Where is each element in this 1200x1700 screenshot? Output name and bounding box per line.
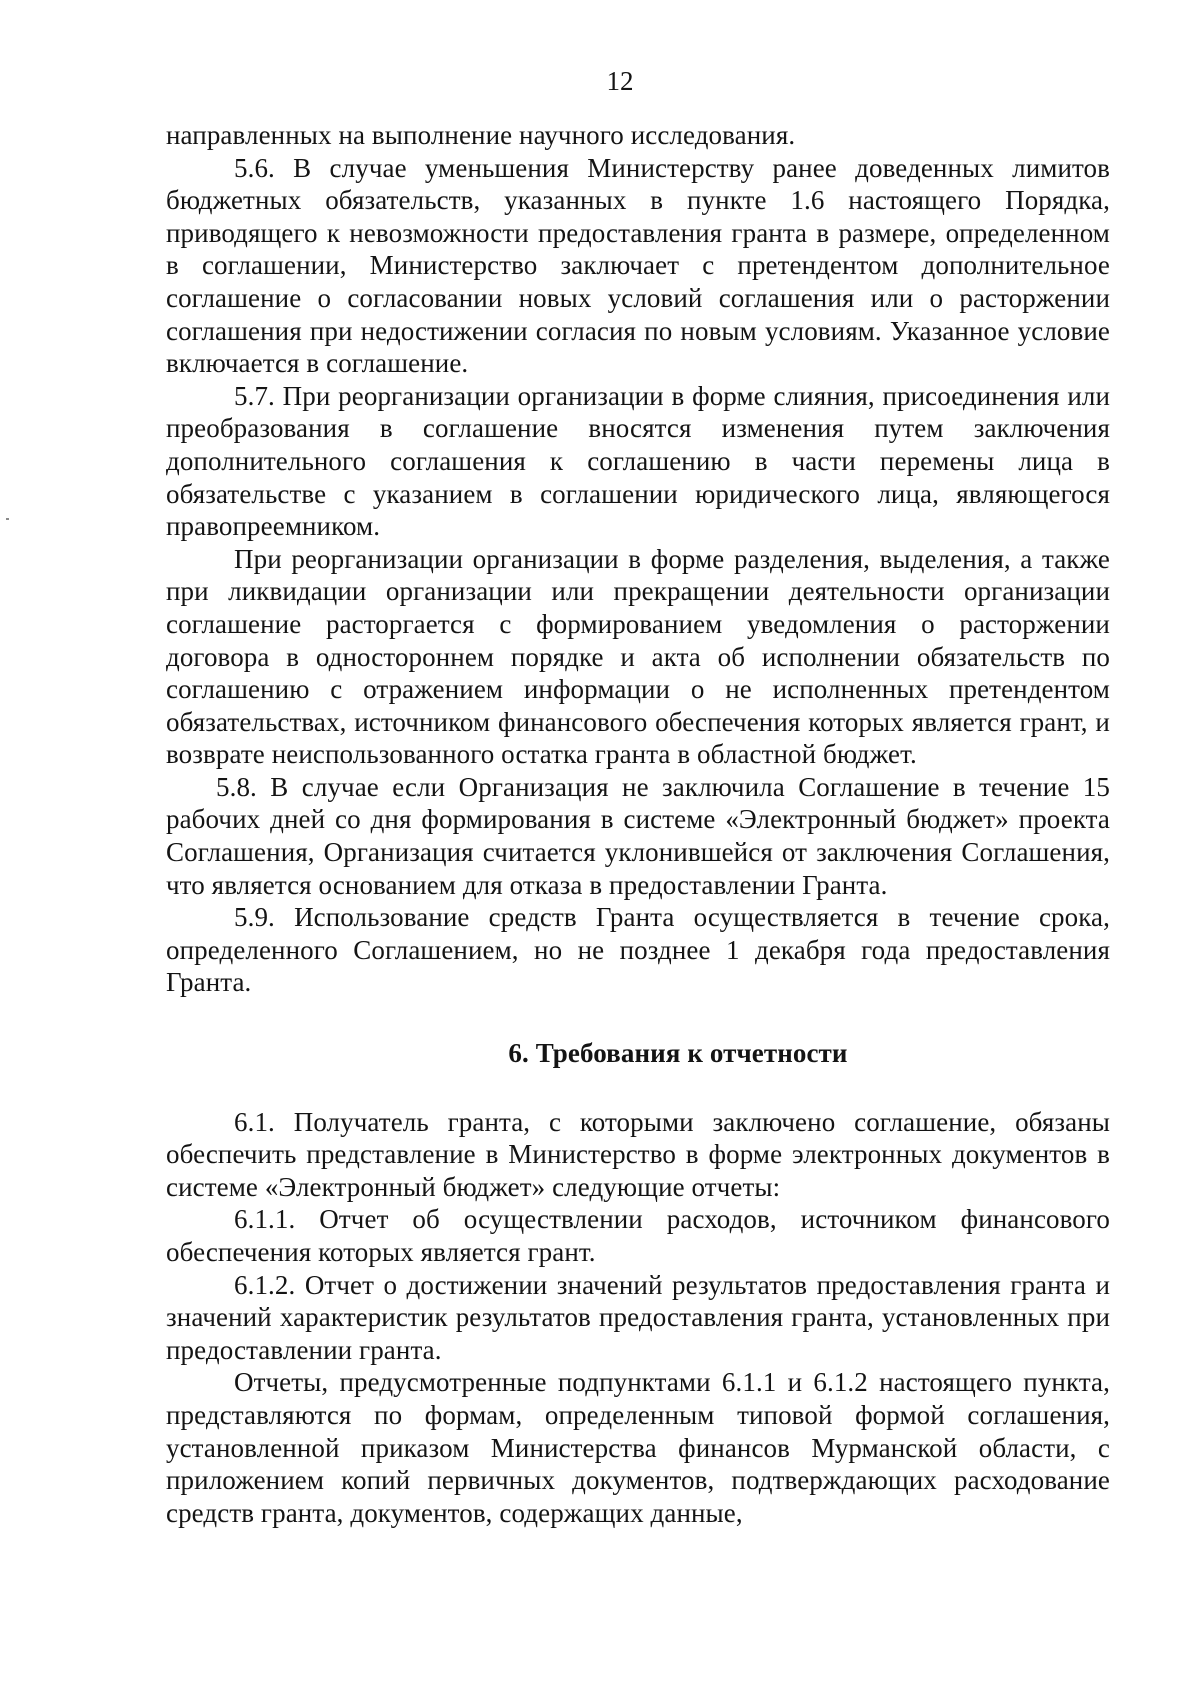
paragraph-5-7-reorganization: При реорганизации организации в форме разделения, выделения, а также при ликвидации организации или прекращении деятельности организации соглашение расторгается с формированием уведомления о расторжении договора в одностороннем порядке и акта об исполнении обязательств по соглашению с отражением информации о не исполненных претендентом обязательствах, источником финансового обеспечения которых является грант, и возврате неиспользованного остатка гранта в областной бюджет.	[166, 543, 1110, 770]
paragraph-6-1-1: 6.1.1. Отчет об осуществлении расходов, источником финансового обеспечения которых является грант.	[166, 1204, 1110, 1267]
page-number: 12	[606, 66, 634, 96]
paragraph-6-1-2: 6.1.2. Отчет о достижении значений результатов предоставления гранта и значений характеристик результатов предоставления гранта, установленных при предоставлении гранта.	[166, 1269, 1110, 1365]
paragraph-5-7: 5.7. При реорганизации организации в форме слияния, присоединения или преобразования в соглашение вносятся изменения путем заключения дополнительного соглашения к соглашению в части перемены лица в обязательстве с указанием в соглашении юридического лица, являющегося правопреемником.	[166, 380, 1110, 542]
scan-margin-mark	[6, 518, 9, 520]
paragraph-6-1: 6.1. Получатель гранта, с которыми заключено соглашение, обязаны обеспечить представление в Министерство в форме электронных документов в системе «Электронный бюджет» следующие отчеты:	[166, 1106, 1110, 1202]
section-heading-6: 6. Требования к отчетности	[508, 1038, 848, 1069]
paragraph-5-8: 5.8. В случае если Организация не заключила Соглашение в течение 15 рабочих дней со дня формирования в системе «Электронный бюджет» проекта Соглашения, Организация считается уклонившейся от заключения Соглашения, что является основанием для отказа в предоставлении Гранта.	[166, 771, 1110, 900]
paragraph-5-6: 5.6. В случае уменьшения Министерству ранее доведенных лимитов бюджетных обязательств, указанных в пункте 1.6 настоящего Порядка, приводящего к невозможности предоставления гранта в размере, определенном в соглашении, Министерство заключает с претендентом дополнительное соглашение о согласовании новых условий соглашения или о расторжении соглашения при недостижении согласия по новым условиям. Указанное условие включается в соглашение.	[166, 152, 1110, 379]
paragraph-continuation: направленных на выполнение научного исследования.	[166, 120, 796, 150]
paragraph-reports-forms: Отчеты, предусмотренные подпунктами 6.1.1 и 6.1.2 настоящего пункта, представляются по формам, определенным типовой формой соглашения, установленной приказом Министерства финансов Мурманской области, с приложением копий первичных документов, подтверждающих расходование средств гранта, документов, содержащих данные,	[166, 1367, 1110, 1528]
paragraph-5-9: 5.9. Использование средств Гранта осуществляется в течение срока, определенного Соглашением, но не позднее 1 декабря года предоставления Гранта.	[166, 902, 1110, 998]
document-body	[166, 119, 1110, 1529]
